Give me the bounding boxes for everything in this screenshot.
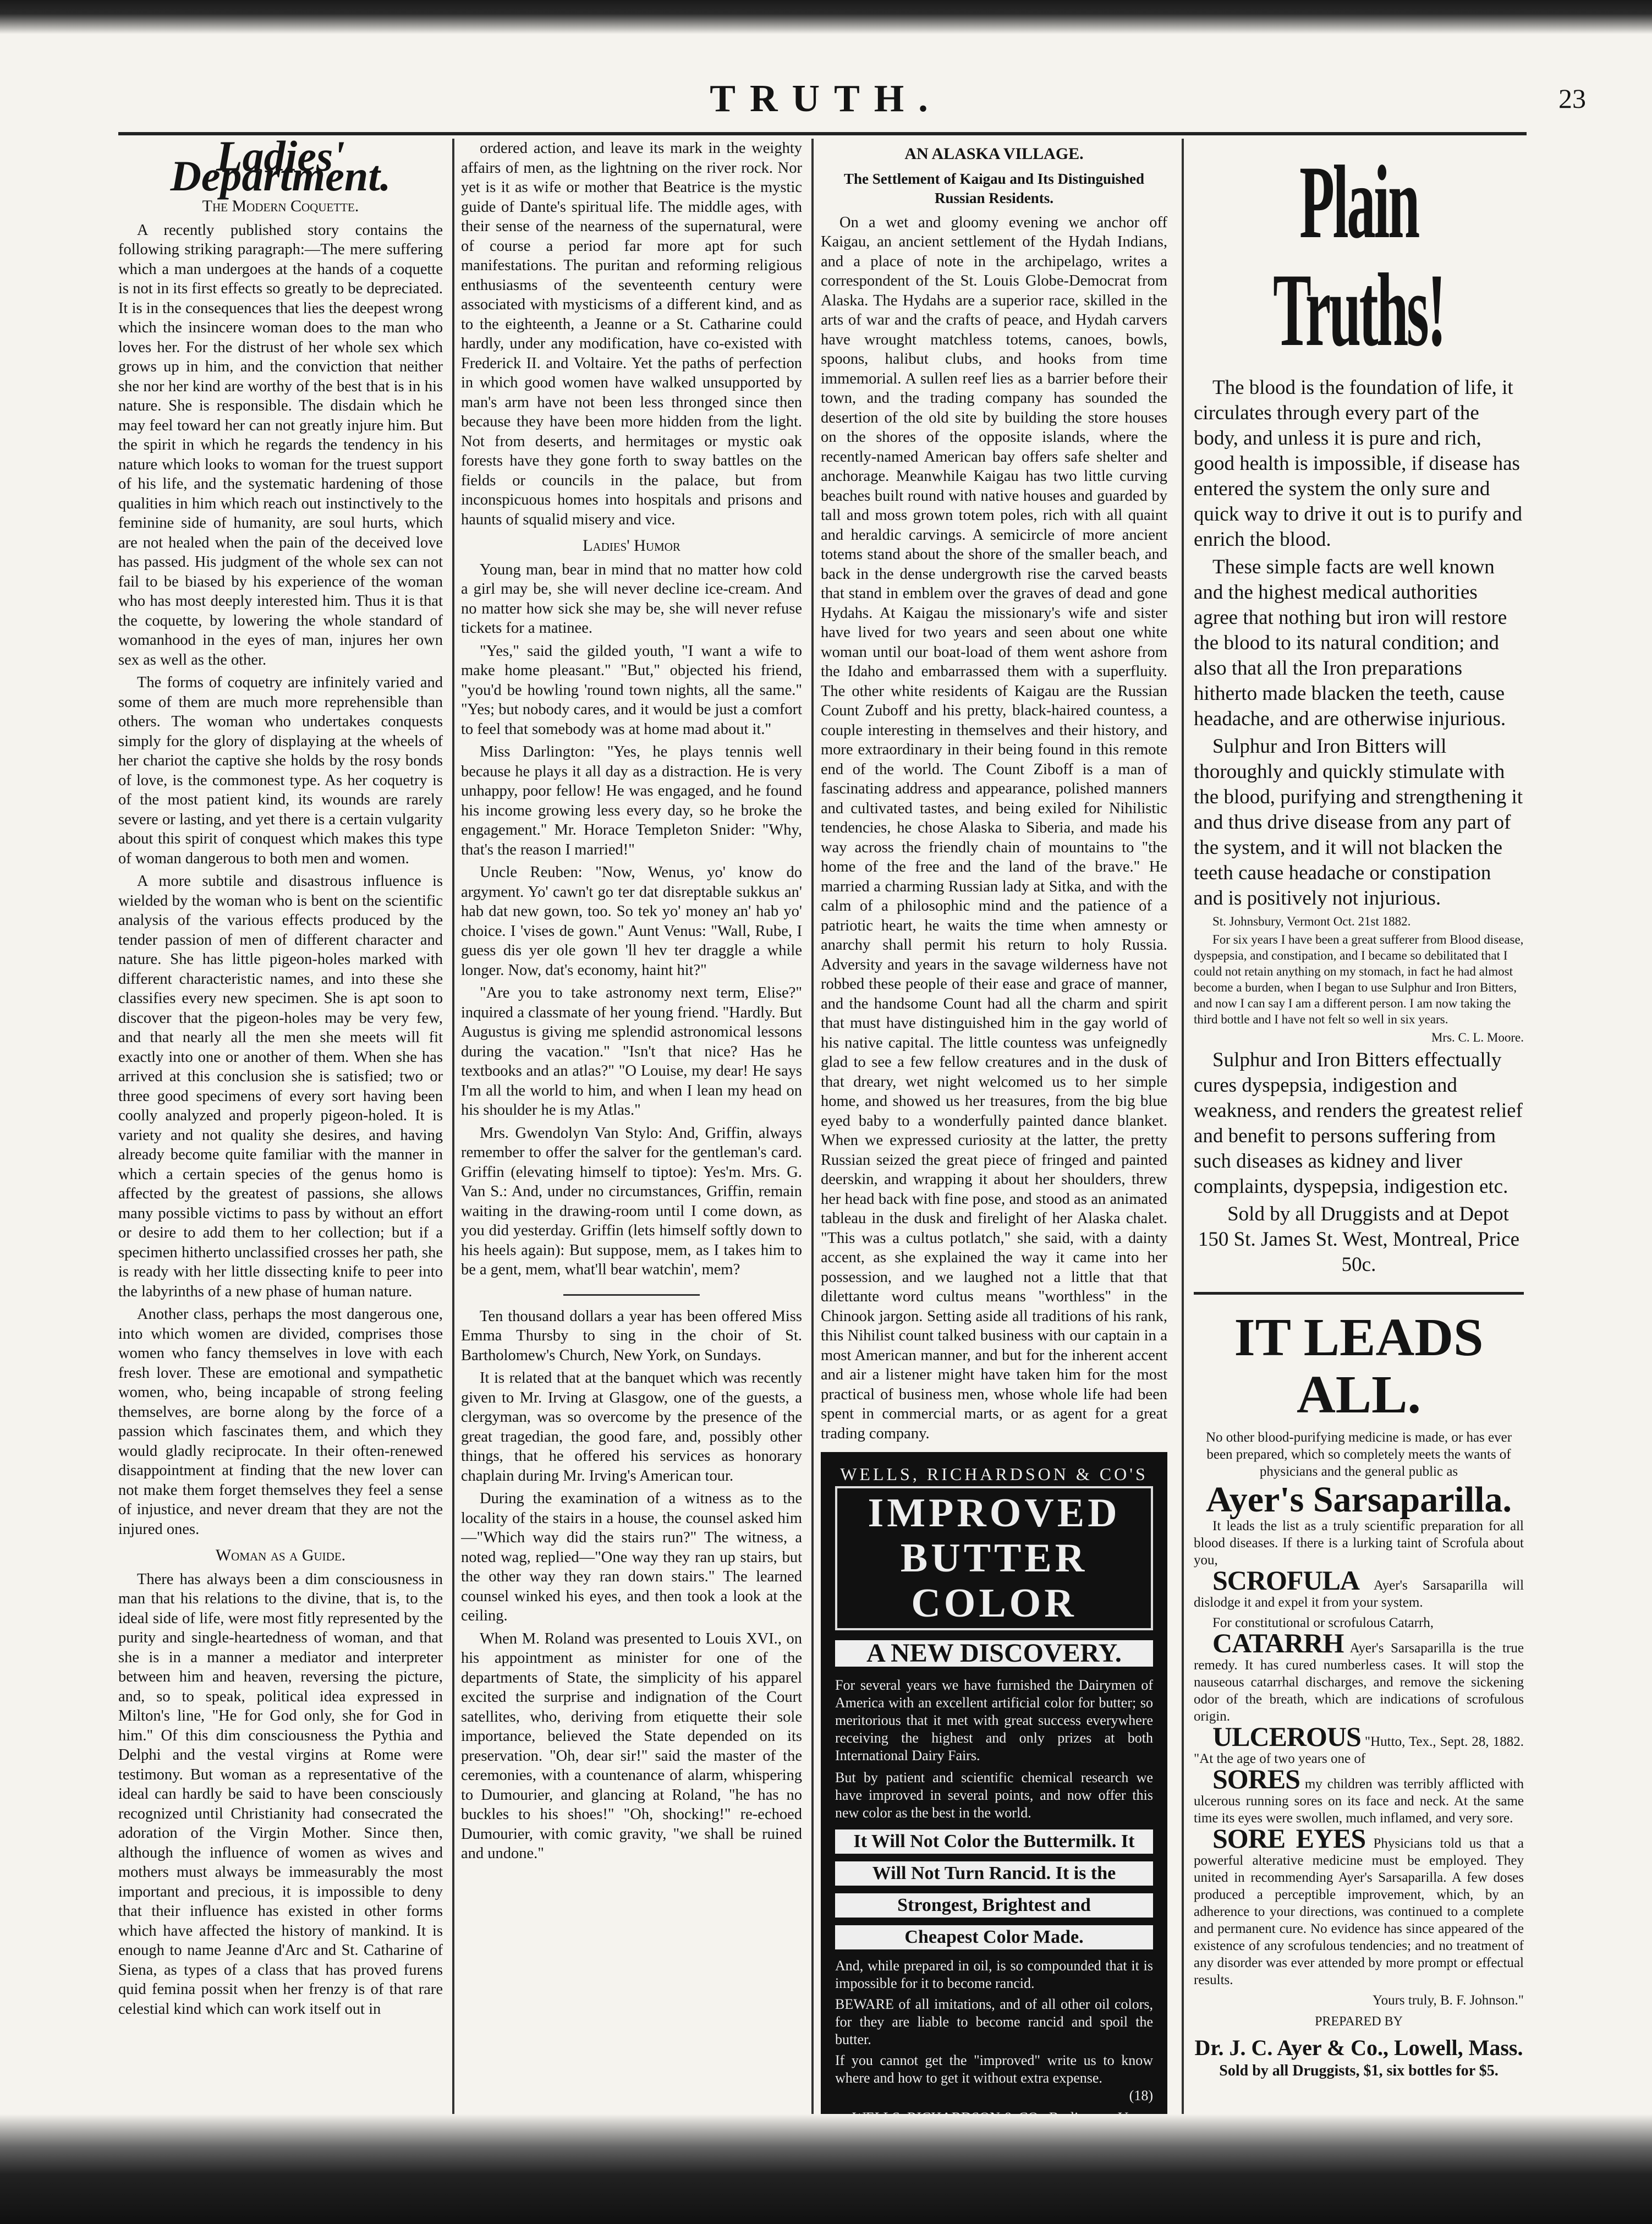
paragraph: There has always been a dim consciousness in man that his relations to the divine, that is, to the ideal side of life, were most fitly represented by the purity and single-heartedness of woman, and that she is in a manner a mediator and interpreter between him and heaven, reversing the picture, and, so to speak, political idea expressed in Milton's line, "He for God only, she for God in him." Of this dim consciousness the Pythia and Delphi and the vestal virgins at Rome were testimony. But woman as a representative of the ideal can hardly be said to have been consciously recognized until Christianity had consecrated the adoration of the Virgin Mother. Since then, although the influence of women as wives and mothers must always be immeasurably the most important and precious, it is impossible to deny that their influence has existed in other forms which have affected the history of mankind. It is enough to name Jeanne d'Arc and St. Catharine of Siena, as types of a class that has proved furens quid femina possit when her frenzy is of that rare celestial kind which can work itself out in bbox=[118, 1570, 443, 2018]
column-rule bbox=[811, 139, 814, 2119]
ad-text: For several years we have furnished the Dairymen of America with an excellent artificial color for butter; so meritorious that it met with great success everywhere receiving the highest and only prizes at both International Dairy Fairs. bbox=[835, 1677, 1153, 1763]
ad-discovery: A NEW DISCOVERY. bbox=[835, 1640, 1153, 1667]
ad-headline: Plain Truths! bbox=[1273, 145, 1445, 368]
ad-intro: No other blood-purifying medicine is made, or has ever been prepared, which so completely meets the wants of physicians and the general public as bbox=[1205, 1430, 1512, 1479]
paragraph: Ten thousand dollars a year has been offered Miss Emma Thursby to sing in the choir of St. Bartholomew's Church, New York, on Sundays. bbox=[461, 1307, 802, 1364]
ad-text: If you cannot get the "improved" write us to know where and how to get it without extra expense. bbox=[835, 2052, 1153, 2086]
ad-text: BEWARE of all imitations, and of all other oil colors, for they are liable to become rancid and spoil the butter. bbox=[835, 1996, 1153, 2047]
scan-edge-bottom bbox=[0, 2114, 1652, 2224]
paragraph: Uncle Reuben: "Now, Wenus, yo' know do argyment. Yo' cawn't go ter dat disreptable sukkus an' hab dat new gown, too. So tek yo' money an' hab yo' choice. I 'vises de gown." Aunt Venus: "Wall, Rube, I guess dis yer ole gown 'll hev ter draggle a while longer. Now, dat's economy, haint hit?" bbox=[461, 864, 802, 979]
column-ladies-department bbox=[118, 139, 443, 2141]
ad-claim: It Will Not Color the Buttermilk. It bbox=[835, 1829, 1153, 1854]
column-rule bbox=[452, 139, 454, 2119]
testimonial-signature: Mrs. C. L. Moore. bbox=[1431, 1031, 1524, 1044]
testimonial-place: St. Johnsbury, Vermont Oct. 21st 1882. bbox=[1212, 914, 1411, 928]
header-rule bbox=[118, 132, 1527, 135]
ad-sold: Sold by all Druggists, $1, six bottles for $5. bbox=[1219, 2062, 1499, 2079]
paragraph: For constitutional or scrofulous Catarrh, bbox=[1212, 1615, 1434, 1630]
iron-bitters-ad-continued bbox=[1194, 1048, 1524, 1278]
paragraph: A recently published story contains the following striking paragraph:—The mere suffering which a man undergoes at the hands of a coquette is not in its first effects so greatly to be depreciated. It is in the consequences that lies the deepest wrong which the insincere woman does to the man who loves her. For the distrust of her whole sex which grows up in him, and the conviction that neither she nor her kind are worthy of the best that is in his nature. She is responsible. The disdain which he may feel toward her can not greatly injure him. But the spirit in which he regards the tendency in his nature which looks to woman for the truest support of his life, and the systematic hardening of those qualities in him which reach out instinctively to the feminine side of humanity, are soul hurts, which are not healed when the pain of the deceived love has passed. His judgment of the whole sex can not fail to be biased by his experience of the woman who has most deeply interested him. Thus it is that the coquette, by lowering the whole standard of womanhood in the eyes of man, injures her own sex as well as the other. bbox=[118, 221, 443, 669]
paragraph: Ayer's Sarsaparilla will dislodge it and expel it from your system. bbox=[1194, 1577, 1524, 1610]
ad-text: But by patient and scientific chemical research we have improved in several points, and now offer this new color as the best in the world. bbox=[835, 1770, 1153, 1821]
article-subtitle: The Settlement of Kaigau and Its Distinguished Russian Residents. bbox=[843, 170, 1145, 206]
page-number: 23 bbox=[1558, 83, 1586, 114]
paragraph: "Hutto, Tex., Sept. 28, 1882. "At the age of two years one of bbox=[1194, 1734, 1524, 1766]
paragraph: my children was terribly afflicted with ulcerous running sores on its face and neck. At the same time its eyes were swollen, much inflamed, and very sore. bbox=[1194, 1776, 1524, 1826]
article-title: Woman as a Guide. bbox=[215, 1546, 346, 1564]
paragraph: Mrs. Gwendolyn Van Stylo: And, Griffin, always remember to offer the salver for the gentleman's card. Griffin (elevating himself to tiptoe): Yes'm. Mrs. G. Van S.: And, under no circumstances, Griffin, remain waiting in the drawing-room until I come down, as you did yesterday. Griffin (lets himself softly down to his heels again): But suppose, mem, as I takes him to be a gent, mem, what'll bear watchin', mem? bbox=[461, 1124, 802, 1278]
paragraph: A more subtile and disastrous influence is wielded by the woman who is bent on the scientific analysis of the various effects produced by the tender passion of men of different character and nature. She has little pigeon-holes marked with different characteristic names, and into these she classifies every new specimen. She is apt soon to discover that the pigeon-holes may be very few, and that nearly all the men she meets will fit exactly into one or another of them. When she has arrived at this conclusion she is satisfied; two or three good specimens of every sort having been coolly analyzed and properly pigeon-holed. It is variety and not quality she desires, and having already become quite familiar with the manner in which a certain species of the genus homo is affected by the greatest of passions, she allows many possible victims to pass by without an effort or desire to add them to her collection; but if a specimen hitherto unclassified crosses her path, she is ready with her little dissecting knife to peer into the labyrinths of a new phase of human nature. bbox=[118, 873, 443, 1300]
paragraph: "Are you to take astronomy next term, Elise?" inquired a classmate of her young friend. "Hardly. But Augustus is giving me splendid astronomical lessons during the vacation." "Isn't that nice? Has he textbooks and an atlas?" "O Louise, my dear! He says I'm all the world to him, and when I lean my head on his shoulder he is my Atlas." bbox=[461, 984, 802, 1119]
testimonial bbox=[1194, 913, 1524, 1045]
article-title: AN ALASKA VILLAGE. bbox=[904, 145, 1084, 163]
paragraph: The blood is the foundation of life, it circulates through every part of the body, and unless it is pure and rich, good health is impossible, if disease has entered the system the only sure and quick way to drive it out is to purify and enrich the blood. bbox=[1194, 376, 1523, 551]
scan-edge-top bbox=[0, 0, 1652, 34]
ayer-ad-body bbox=[1194, 1518, 1524, 2009]
paragraph: Sold by all Druggists and at Depot 150 St. James St. West, Montreal, Price 50c. bbox=[1198, 1203, 1520, 1276]
ad-product-name: Ayer's Sarsaparilla. bbox=[1205, 1480, 1512, 1520]
paragraph: Miss Darlington: "Yes, he plays tennis well because he plays it all day as a distraction. He is very unhappy, poor fellow! He was engaged, and he found his income growing less every day, so he broke the engagement." Mr. Horace Templeton Snider: "Why, that's the reason I married!" bbox=[461, 743, 802, 858]
column-advertisements bbox=[1194, 139, 1524, 2141]
ad-keyword: SCROFULA bbox=[1212, 1564, 1360, 1596]
prepared-label: PREPARED BY bbox=[1315, 2014, 1403, 2029]
ad-makers: WELLS, RICHARDSON & CO'S bbox=[840, 1464, 1148, 1484]
ad-keyword: ULCEROUS bbox=[1212, 1721, 1361, 1752]
paragraph: These simple facts are well known and the highest medical authorities agree that nothing but iron will restore the blood to its natural condition; and also that all the Iron preparations hitherto made blacken the teeth, cause headache, and are otherwise injurious. bbox=[1194, 556, 1507, 730]
article-title: Ladies' Humor bbox=[583, 536, 680, 555]
ad-title: IMPROVED BUTTER COLOR bbox=[835, 1486, 1153, 1630]
ad-keyword: SORE EYES bbox=[1212, 1822, 1366, 1854]
ad-number: (18) bbox=[1129, 2088, 1153, 2104]
paragraph: The forms of coquetry are infinitely varied and some of them are much more reprehensible than others. The woman who undertakes conquests simply for the glory of displaying at the wheels of her chariot the captive she holds by the rosy bonds of love, is the commonest type. As her coquetry is of the most patient kind, its wounds are rarely severe or lasting, and yet there is a certain vulgarity about this spirit of conquest which makes this type of woman dangerous to both men and women. bbox=[118, 674, 443, 867]
paragraph: Physicians told us that a powerful alterative medicine must be employed. They united in recommending Ayer's Sarsaparilla. A few doses produced a perceptible improvement, which, by an adherence to your directions, was continued to a complete and permanent cure. No evidence has since appeared of the existence of any scrofulous tendencies; and no treatment of any disorder was ever attended by more prompt or effectual results. bbox=[1194, 1836, 1524, 1987]
section-title: Ladies' Department. bbox=[170, 139, 391, 200]
ad-headline: IT LEADS ALL. bbox=[1234, 1308, 1484, 1425]
paragraph: Another class, perhaps the most dangerous one, into which women are divided, comprises those women who fancy themselves in love with each fresh lover. These are emotional and sympathetic women, who, being incapable of strong feeling themselves, are borne along by the force of a passion which fascinates them, and which they would gladly reciprocate. In their often-renewed disappointment at finding that the new lover can not make them forget themselves they feel a sense of injustice, and never dream that they are not the injured ones. bbox=[118, 1306, 443, 1538]
paragraph: When M. Roland was presented to Louis XVI., on his appointment as minister for one of the departments of State, the simplicity of his apparel excited the surprise and indignation of the Court satellites, who, deriving from etiquette their sole importance, believed the State depended on its preservation. "Oh, dear sir!" said the master of the ceremonies, with a countenance of alarm, whispering to Dumourier, and glancing at Roland, "he has no buckles to his shoes!" "Oh, shocking!" re-echoed Dumourier, with comic gravity, "we shall be ruined and undone." bbox=[461, 1630, 802, 1862]
paragraph: Ayer's Sarsaparilla is the true remedy. It has cured numberless cases. It will stop the nauseous catarrhal discharges, and remove the sickening odor of the breath, which are indications of scrofulous origin. bbox=[1194, 1640, 1524, 1724]
column-rule bbox=[1182, 139, 1184, 2119]
ad-claim: Will Not Turn Rancid. It is the bbox=[835, 1861, 1153, 1886]
article-title: The Modern Coquette. bbox=[202, 197, 359, 215]
paragraph: It leads the list as a truly scientific preparation for all blood diseases. If there is a lurking taint of Scrofula about you, bbox=[1194, 1518, 1524, 1568]
paragraph: Sulphur and Iron Bitters will thoroughly and quickly stimulate with the blood, purifying and strengthening it and thus drive disease from any part of the system, and it will not blacken the teeth cause headache or constipation and is positively not injurious. bbox=[1194, 735, 1523, 910]
paragraph: It is related that at the banquet which was recently given to Mr. Irving at Glasgow, one of the guests, a clergyman, was so overcome by the presence of the great tragedian, the good fare, and, possibly other things, that he offered his services as honorary chaplain during Mr. Irving's American tour. bbox=[461, 1370, 802, 1485]
ad-keyword: SORES bbox=[1212, 1763, 1300, 1794]
testimonial-text: For six years I have been a great sufferer from Blood disease, dyspepsia, and constipation, and I became so debilitated that I could not retain anything on my stomach, in fact he had almost become a burden, when I began to use Sulphur and Iron Bitters, and now I can say I am a different person. I am now taking the third bottle and I have not felt so well in six years. bbox=[1194, 933, 1524, 1026]
ad-claim: Cheapest Color Made. bbox=[835, 1925, 1153, 1949]
butter-color-advertisement bbox=[821, 1452, 1167, 2140]
paragraph: Young man, bear in mind that no matter how cold a girl may be, she will never decline ice-cream. And no matter how sick she may be, she will never refuse tickets for a matinee. bbox=[461, 561, 802, 637]
separator bbox=[1194, 1292, 1524, 1295]
separator bbox=[563, 1294, 700, 1296]
ad-maker: Dr. J. C. Ayer & Co., Lowell, Mass. bbox=[1194, 2035, 1523, 2060]
paragraph: During the examination of a witness as to the locality of the stairs in a house, the counsel asked him—"Which way did the stairs run?" The witness, a noted wag, replied—"One way they ran up stairs, but the other way they ran down stairs." The learned counsel winked his eyes, and then took a look at the ceiling. bbox=[461, 1490, 802, 1624]
paragraph: On a wet and gloomy evening we anchor off Kaigau, an ancient settlement of the Hydah Indians, and a place of note in the archipelago, writes a correspondent of the St. Louis Globe-Democrat from Alaska. The Hydahs are a superior race, skilled in the arts of war and the crafts of peace, and Hydah carvers have wrought matchless totems, canoes, bowls, spoons, halibut clubs, and hooks from time immemorial. A sullen reef lies as a barrier before their town, and the trading company has sounded the desertion of the old site by building the store houses on the shores of the opposite islands, where the recently-named American bay offers safe shelter and anchorage. Meanwhile Kaigau has two little curving beaches built round with native houses and guarded by tall and moss grown totem poles, rich with all quaint and heraldic carvings. A semicircle of more ancient totems stand about the shore of the smaller beach, and back in the dense undergrowth rise the carved beasts that stand in emblem over the graves of dead and gone Hydahs. At Kaigau the missionary's wife and sister have lived for two years and seen about one white woman until our boat-load of them went ashore from the Idaho and embarrassed them with a superfluity. The other white residents of Kaigau are the Russian Count Zuboff and his pretty, black-haired countess, a couple interesting in themselves and their history, and more extraordinary in their being found in this remote end of the world. The Count Ziboff is a man of fascinating address and appearance, polished manners and cultivated tastes, and being exiled for Nihilistic tendencies, he chose Alaska to Siberia, and made his way across the friendly chain of mountains to "the home of the free and the land of the brave." He married a charming Russian lady at Sitka, and with the calm of a philosophic mind and the patience of a patriotic heart, he waits the time when amnesty or anarchy shall permit his return to holy Russia. Adversity and years in the savage wilderness have not robbed these people of their ease and grace of manner, and the handsome Count had all the charm and spirit that must have distinguished him in the gay world of his native capital. The little countess was unfeignedly glad to see a few fellow creatures and in the dusk of that dreary, wet night welcomed us to her simple home, and showed us her treasures, from the big blue eyed baby to a wonderfully painted dance blanket. When we expressed curiosity at the latter, the pretty Russian seized the great piece of fringed and painted deerskin, and wrapping it about her shoulders, threw her head back with fine pose, and stood as an animated tableau in the dusk and firelight of her Alaska chalet. "This was a cultus potlatch," she said, with a dainty accent, as she explained the way it came into her possession, and we laughed not a little that that dilettante word cultus means "worthless" in the Chinook jargon. Setting aside all traditions of his rank, this Nihilist count talked business with our captain in a most American manner, and but for the inherent accent and air a listener might have taken him for the most practical of business men, whose whole life had been spent in commercial marts, or as agent for a great trading company. bbox=[821, 213, 1167, 1442]
paragraph: ordered action, and leave its mark in the weighty affairs of men, as the lightning on the river rock. Nor yet is it as wife or mother that Beatrice is the mystic guide of Dante's spiritual life. The middle ages, with their sense of the nearness of the supernatural, were of course a period far more apt for such manifestations. The puritan and reforming religious enthusiasms of the seventeenth century were associated with mysticisms of a different kind, and as to the eighteenth, a Jeanne or a St. Catharine could hardly, under any modification, have co-existed with Frederick II. and Voltaire. Yet the paths of perfection in which good women have walked unsupported by man's arm have not been less thronged since then because they have been more hidden from the light. Not from deserts, and hermitages or mystic oak forests have they gone forth to sway battles on the fields or councils in the palace, but from inconspicuous homes into hospitals and prisons and haunts of squalid misery and vice. bbox=[461, 140, 802, 528]
paragraph: Sulphur and Iron Bitters effectually cures dyspepsia, indigestion and weakness, and renders the greatest relief and benefit to persons suffering from such diseases as kidney and liver complaints, dyspepsia, indigestion etc. bbox=[1194, 1049, 1523, 1198]
ad-keyword: CATARRH bbox=[1212, 1627, 1344, 1658]
signature: Yours truly, B. F. Johnson." bbox=[1373, 1992, 1524, 2008]
column-two bbox=[461, 139, 802, 2141]
ad-text: And, while prepared in oil, is so compounded that it is impossible for it to become rancid. bbox=[835, 1958, 1153, 1991]
paragraph: "Yes," said the gilded youth, "I want a wife to make home pleasant." "But," objected his friend, "you'd be howling 'round town nights, all the same." "Yes; but nobody cares, and it would be just a comfort to feel that somebody was at home mad about it." bbox=[461, 642, 802, 738]
iron-bitters-ad bbox=[1194, 375, 1524, 911]
ad-claim: Strongest, Brightest and bbox=[835, 1893, 1153, 1918]
masthead: TRUTH. bbox=[710, 78, 942, 120]
column-alaska-village bbox=[821, 139, 1167, 2141]
